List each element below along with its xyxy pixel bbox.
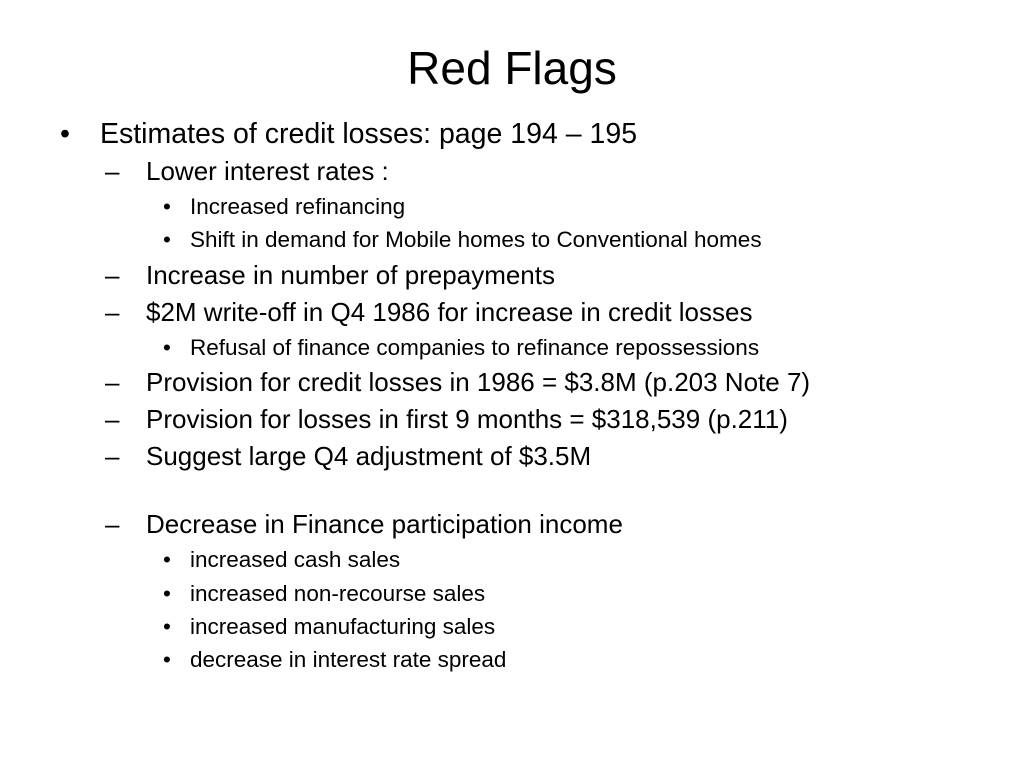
bullet-dot-icon: • (163, 614, 171, 640)
bullet-dot-icon: • (163, 580, 171, 606)
bullet-text: Estimates of credit losses: page 194 – 195 (100, 118, 638, 150)
bullet-text: Increase in number of prepayments (146, 259, 555, 290)
bullet-item-level3 (0, 223, 1024, 256)
bullet-text: Increased refinancing (190, 194, 406, 219)
bullet-text: Lower interest rates : (146, 156, 389, 186)
bullet-text: Provision for credit losses in 1986 = $3.8M (p.203 Note 7) (146, 367, 811, 398)
bullet-item-level3 (0, 543, 1024, 576)
bullet-dash-icon: – (105, 296, 120, 327)
bullet-text: increased manufacturing sales (190, 614, 496, 640)
bullet-dot-icon: • (60, 118, 70, 150)
bullet-dot-icon: • (163, 227, 171, 253)
bullet-item-level2 (0, 257, 1024, 294)
bullet-item-level2 (0, 364, 1024, 401)
bullet-item-level3 (0, 190, 1024, 223)
bullet-item-level3 (0, 610, 1024, 643)
bullet-dot-icon: • (163, 547, 171, 573)
slide-title: Red Flags (407, 42, 617, 94)
bullet-item-level3 (0, 643, 1024, 676)
bullet-text: increased non-recourse sales (190, 580, 486, 606)
bullet-text: Decrease in Finance participation income (146, 509, 623, 540)
bullet-item-level2 (0, 153, 1024, 190)
bullet-item-level3 (0, 577, 1024, 610)
bullet-text: $2M write-off in Q4 1986 for increase in credit losses (146, 296, 753, 327)
bullet-dot-icon: • (163, 194, 171, 219)
bullet-dash-icon: – (105, 367, 120, 398)
blank-line-spacer (0, 475, 1024, 506)
bullet-dot-icon: • (163, 647, 171, 673)
bullet-item-level2 (0, 438, 1024, 475)
bullet-item-level2 (0, 506, 1024, 543)
bullet-dash-icon: – (105, 156, 120, 186)
bullet-text: Shift in demand for Mobile homes to Conventional homes (190, 227, 762, 253)
bullet-item-level2 (0, 401, 1024, 438)
bullet-dash-icon: – (105, 404, 120, 435)
bullet-text: Refusal of finance companies to refinance repossessions (190, 334, 760, 360)
bullet-dot-icon: • (163, 334, 171, 360)
bullet-dash-icon: – (105, 441, 120, 472)
bullet-text: increased cash sales (190, 547, 401, 573)
bullet-item-level2 (0, 294, 1024, 331)
bullet-item-level3 (0, 331, 1024, 364)
slide-body (0, 115, 1024, 677)
bullet-text: Provision for losses in first 9 months = $318,539 (p.211) (146, 404, 788, 435)
bullet-text: Suggest large Q4 adjustment of $3.5M (146, 441, 592, 472)
bullet-dash-icon: – (105, 259, 120, 290)
bullet-text: decrease in interest rate spread (190, 647, 507, 673)
bullet-dash-icon: – (105, 509, 120, 540)
bullet-item-level1 (0, 115, 1024, 153)
